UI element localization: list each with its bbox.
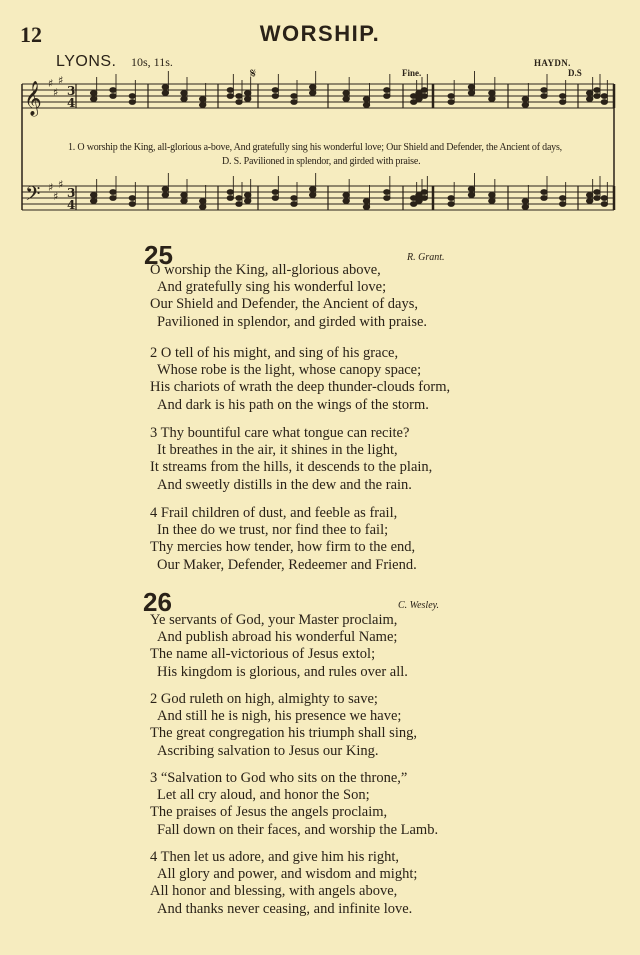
note-head bbox=[181, 97, 187, 102]
stanza-line: Our Shield and Defender, the Ancient of days, bbox=[150, 296, 418, 313]
note-head bbox=[110, 94, 116, 99]
note-head bbox=[343, 199, 349, 204]
note-head bbox=[343, 91, 349, 96]
note-head bbox=[162, 193, 168, 198]
note-head bbox=[244, 199, 250, 204]
tune-meter: 10s, 11s. bbox=[131, 55, 173, 69]
note-head bbox=[541, 196, 547, 201]
page-number: 12 bbox=[20, 22, 42, 47]
note-head bbox=[343, 193, 349, 198]
note-head bbox=[236, 196, 242, 201]
note-head bbox=[586, 199, 592, 204]
stanza-line: 3 Thy bountiful care what tongue can recite? bbox=[150, 425, 410, 441]
note-head bbox=[468, 85, 474, 90]
note-head bbox=[594, 190, 600, 195]
stanza-line: The great congregation his triumph shall sing, bbox=[150, 725, 417, 742]
stanza-line: The name all-victorious of Jesus extol; bbox=[150, 646, 376, 663]
stanza bbox=[150, 849, 630, 918]
note-head bbox=[129, 196, 135, 201]
stanza-line: In thee do we trust, nor find thee to fail; bbox=[157, 522, 389, 539]
note-head bbox=[110, 196, 116, 201]
stanza-line: And sweetly distills in the dew and the rain. bbox=[157, 476, 412, 493]
stanza-line: Fall down on their faces, and worship the Lamb. bbox=[157, 821, 439, 838]
stanza bbox=[150, 425, 630, 494]
svg-text:♯: ♯ bbox=[53, 86, 59, 99]
note-head bbox=[110, 88, 116, 93]
stanza-line: 3 “Salvation to God who sits on the throne,” bbox=[150, 770, 408, 786]
stanza-line: Our Maker, Defender, Redeemer and Friend. bbox=[157, 556, 417, 573]
note-head bbox=[559, 100, 565, 105]
note-head bbox=[199, 205, 205, 210]
stanza-line: It streams from the hills, it descends to the plain, bbox=[150, 459, 433, 476]
note-head bbox=[522, 103, 528, 108]
stanza-line: Thy mercies how tender, how firm to the end, bbox=[150, 539, 416, 556]
note-head bbox=[236, 94, 242, 99]
stanza bbox=[150, 770, 630, 839]
note-head bbox=[90, 97, 96, 102]
note-head bbox=[448, 100, 454, 105]
note-head bbox=[522, 205, 528, 210]
note-head bbox=[199, 199, 205, 204]
stanza-line: O worship the King, all-glorious above, bbox=[150, 262, 381, 278]
stanza bbox=[150, 505, 630, 574]
ds-label: D.S bbox=[568, 68, 582, 78]
note-head bbox=[468, 91, 474, 96]
note-head bbox=[586, 91, 592, 96]
note-head bbox=[90, 91, 96, 96]
note-head bbox=[421, 190, 427, 195]
note-head bbox=[559, 196, 565, 201]
stanza bbox=[150, 262, 630, 331]
stanza bbox=[150, 345, 630, 414]
note-head bbox=[384, 94, 390, 99]
stanza-line: 2 God ruleth on high, almighty to save; bbox=[150, 691, 378, 707]
note-head bbox=[448, 94, 454, 99]
note-head bbox=[90, 199, 96, 204]
note-head bbox=[448, 202, 454, 207]
stanza-line: Let all cry aloud, and honor the Son; bbox=[157, 787, 370, 804]
note-head bbox=[227, 190, 233, 195]
hymn-author: R. Grant. bbox=[407, 252, 445, 263]
bass-clef-icon: 𝄢 bbox=[25, 182, 41, 210]
stanza-line: It breathes in the air, it shines in the light, bbox=[157, 442, 398, 459]
note-head bbox=[489, 97, 495, 102]
note-head bbox=[291, 94, 297, 99]
note-head bbox=[594, 94, 600, 99]
note-head bbox=[162, 85, 168, 90]
stanza-line: Ascribing salvation to Jesus our King. bbox=[157, 742, 379, 759]
note-head bbox=[489, 193, 495, 198]
note-head bbox=[363, 199, 369, 204]
stanza-line: The praises of Jesus the angels proclaim, bbox=[150, 804, 388, 821]
note-head bbox=[244, 97, 250, 102]
note-head bbox=[522, 97, 528, 102]
stanza-line: And still he is nigh, his presence we have; bbox=[157, 708, 402, 725]
note-head bbox=[181, 199, 187, 204]
note-head bbox=[162, 91, 168, 96]
note-head bbox=[199, 97, 205, 102]
note-head bbox=[291, 196, 297, 201]
treble-clef-icon: 𝄞 bbox=[24, 81, 42, 116]
svg-text:4: 4 bbox=[67, 96, 76, 110]
hymn-number: 26 bbox=[143, 587, 172, 617]
note-head bbox=[129, 100, 135, 105]
tune-composer: HAYDN. bbox=[534, 58, 571, 68]
note-head bbox=[601, 100, 607, 105]
note-head bbox=[309, 193, 315, 198]
note-head bbox=[522, 199, 528, 204]
note-head bbox=[272, 190, 278, 195]
key-signature bbox=[48, 74, 63, 203]
stanza bbox=[150, 691, 630, 760]
score-lyric-ds-line: D. S. Pavilioned in splendor, and girded with praise. bbox=[222, 156, 421, 167]
note-head bbox=[162, 187, 168, 192]
stanza-line: And dark is his path on the wings of the storm. bbox=[157, 396, 429, 413]
note-head bbox=[110, 190, 116, 195]
stanza-line: All honor and blessing, with angels above, bbox=[150, 883, 398, 900]
note-head bbox=[129, 202, 135, 207]
note-head bbox=[489, 91, 495, 96]
svg-text:4: 4 bbox=[67, 198, 76, 212]
note-head bbox=[90, 193, 96, 198]
note-head bbox=[244, 91, 250, 96]
note-head bbox=[468, 187, 474, 192]
svg-text:♯: ♯ bbox=[58, 74, 64, 87]
note-head bbox=[601, 202, 607, 207]
note-head bbox=[559, 202, 565, 207]
note-head bbox=[343, 97, 349, 102]
svg-text:♯: ♯ bbox=[58, 178, 64, 191]
note-head bbox=[272, 196, 278, 201]
stanza-line: And publish abroad his wonderful Name; bbox=[157, 629, 398, 646]
stanza-line: 4 Frail children of dust, and feeble as frail, bbox=[150, 505, 398, 521]
note-head bbox=[421, 88, 427, 93]
note-head bbox=[421, 196, 427, 201]
stanza-line: Pavilioned in splendor, and girded with praise. bbox=[157, 313, 428, 330]
stanza-line: 2 O tell of his might, and sing of his grace, bbox=[150, 345, 399, 361]
svg-text:♯: ♯ bbox=[48, 181, 54, 194]
note-head bbox=[236, 202, 242, 207]
svg-text:♯: ♯ bbox=[53, 190, 59, 203]
note-head bbox=[272, 94, 278, 99]
svg-text:3: 3 bbox=[67, 84, 76, 98]
note-head bbox=[448, 196, 454, 201]
note-head bbox=[559, 94, 565, 99]
note-head bbox=[594, 196, 600, 201]
note-head bbox=[586, 193, 592, 198]
stanza bbox=[150, 612, 630, 681]
stanza-line: And gratefully sing his wonderful love; bbox=[157, 279, 387, 296]
note-head bbox=[541, 94, 547, 99]
note-head bbox=[272, 88, 278, 93]
fine-label: Fine. bbox=[402, 68, 422, 78]
note-head bbox=[384, 190, 390, 195]
note-head bbox=[181, 91, 187, 96]
stanza-line: His kingdom is glorious, and rules over all. bbox=[157, 663, 408, 680]
note-head bbox=[309, 85, 315, 90]
note-head bbox=[309, 187, 315, 192]
note-head bbox=[181, 193, 187, 198]
note-head bbox=[384, 196, 390, 201]
stanza-line: Whose robe is the light, whose canopy space; bbox=[157, 362, 422, 379]
section-title: WORSHIP. bbox=[259, 21, 381, 46]
note-head bbox=[227, 88, 233, 93]
note-head bbox=[309, 91, 315, 96]
note-head bbox=[541, 88, 547, 93]
note-head bbox=[129, 94, 135, 99]
note-head bbox=[601, 94, 607, 99]
segno-icon: 𝄋 bbox=[250, 66, 257, 82]
note-head bbox=[594, 88, 600, 93]
svg-text:♯: ♯ bbox=[48, 77, 54, 90]
note-head bbox=[236, 100, 242, 105]
tune-name: LYONS. bbox=[56, 53, 117, 70]
hymn-author: C. Wesley. bbox=[398, 600, 440, 611]
note-head bbox=[489, 199, 495, 204]
note-head bbox=[541, 190, 547, 195]
note-head bbox=[244, 193, 250, 198]
note-head bbox=[291, 100, 297, 105]
note-head bbox=[421, 94, 427, 99]
note-head bbox=[227, 196, 233, 201]
stanza-line: And thanks never ceasing, and infinite love. bbox=[157, 900, 413, 917]
stanza-line: All glory and power, and wisdom and might; bbox=[157, 866, 418, 883]
stanza-line: 4 Then let us adore, and give him his right, bbox=[150, 849, 400, 865]
note-head bbox=[384, 88, 390, 93]
hymn-number: 25 bbox=[144, 240, 173, 270]
note-head bbox=[586, 97, 592, 102]
note-head bbox=[468, 193, 474, 198]
note-head bbox=[601, 196, 607, 201]
note-head bbox=[363, 205, 369, 210]
note-head bbox=[363, 97, 369, 102]
stanza-line: His chariots of wrath the deep thunder-clouds form, bbox=[150, 379, 451, 396]
note-head bbox=[199, 103, 205, 108]
note-head bbox=[363, 103, 369, 108]
score-lyric-line: 1. O worship the King, all-glorious a-bove, And gratefully sing his wonderful love; Our Shield and Defender, the Ancient of days, bbox=[68, 142, 562, 153]
stanza-line: Ye servants of God, your Master proclaim, bbox=[150, 612, 398, 628]
note-head bbox=[291, 202, 297, 207]
note-head bbox=[227, 94, 233, 99]
svg-text:3: 3 bbox=[67, 186, 76, 200]
